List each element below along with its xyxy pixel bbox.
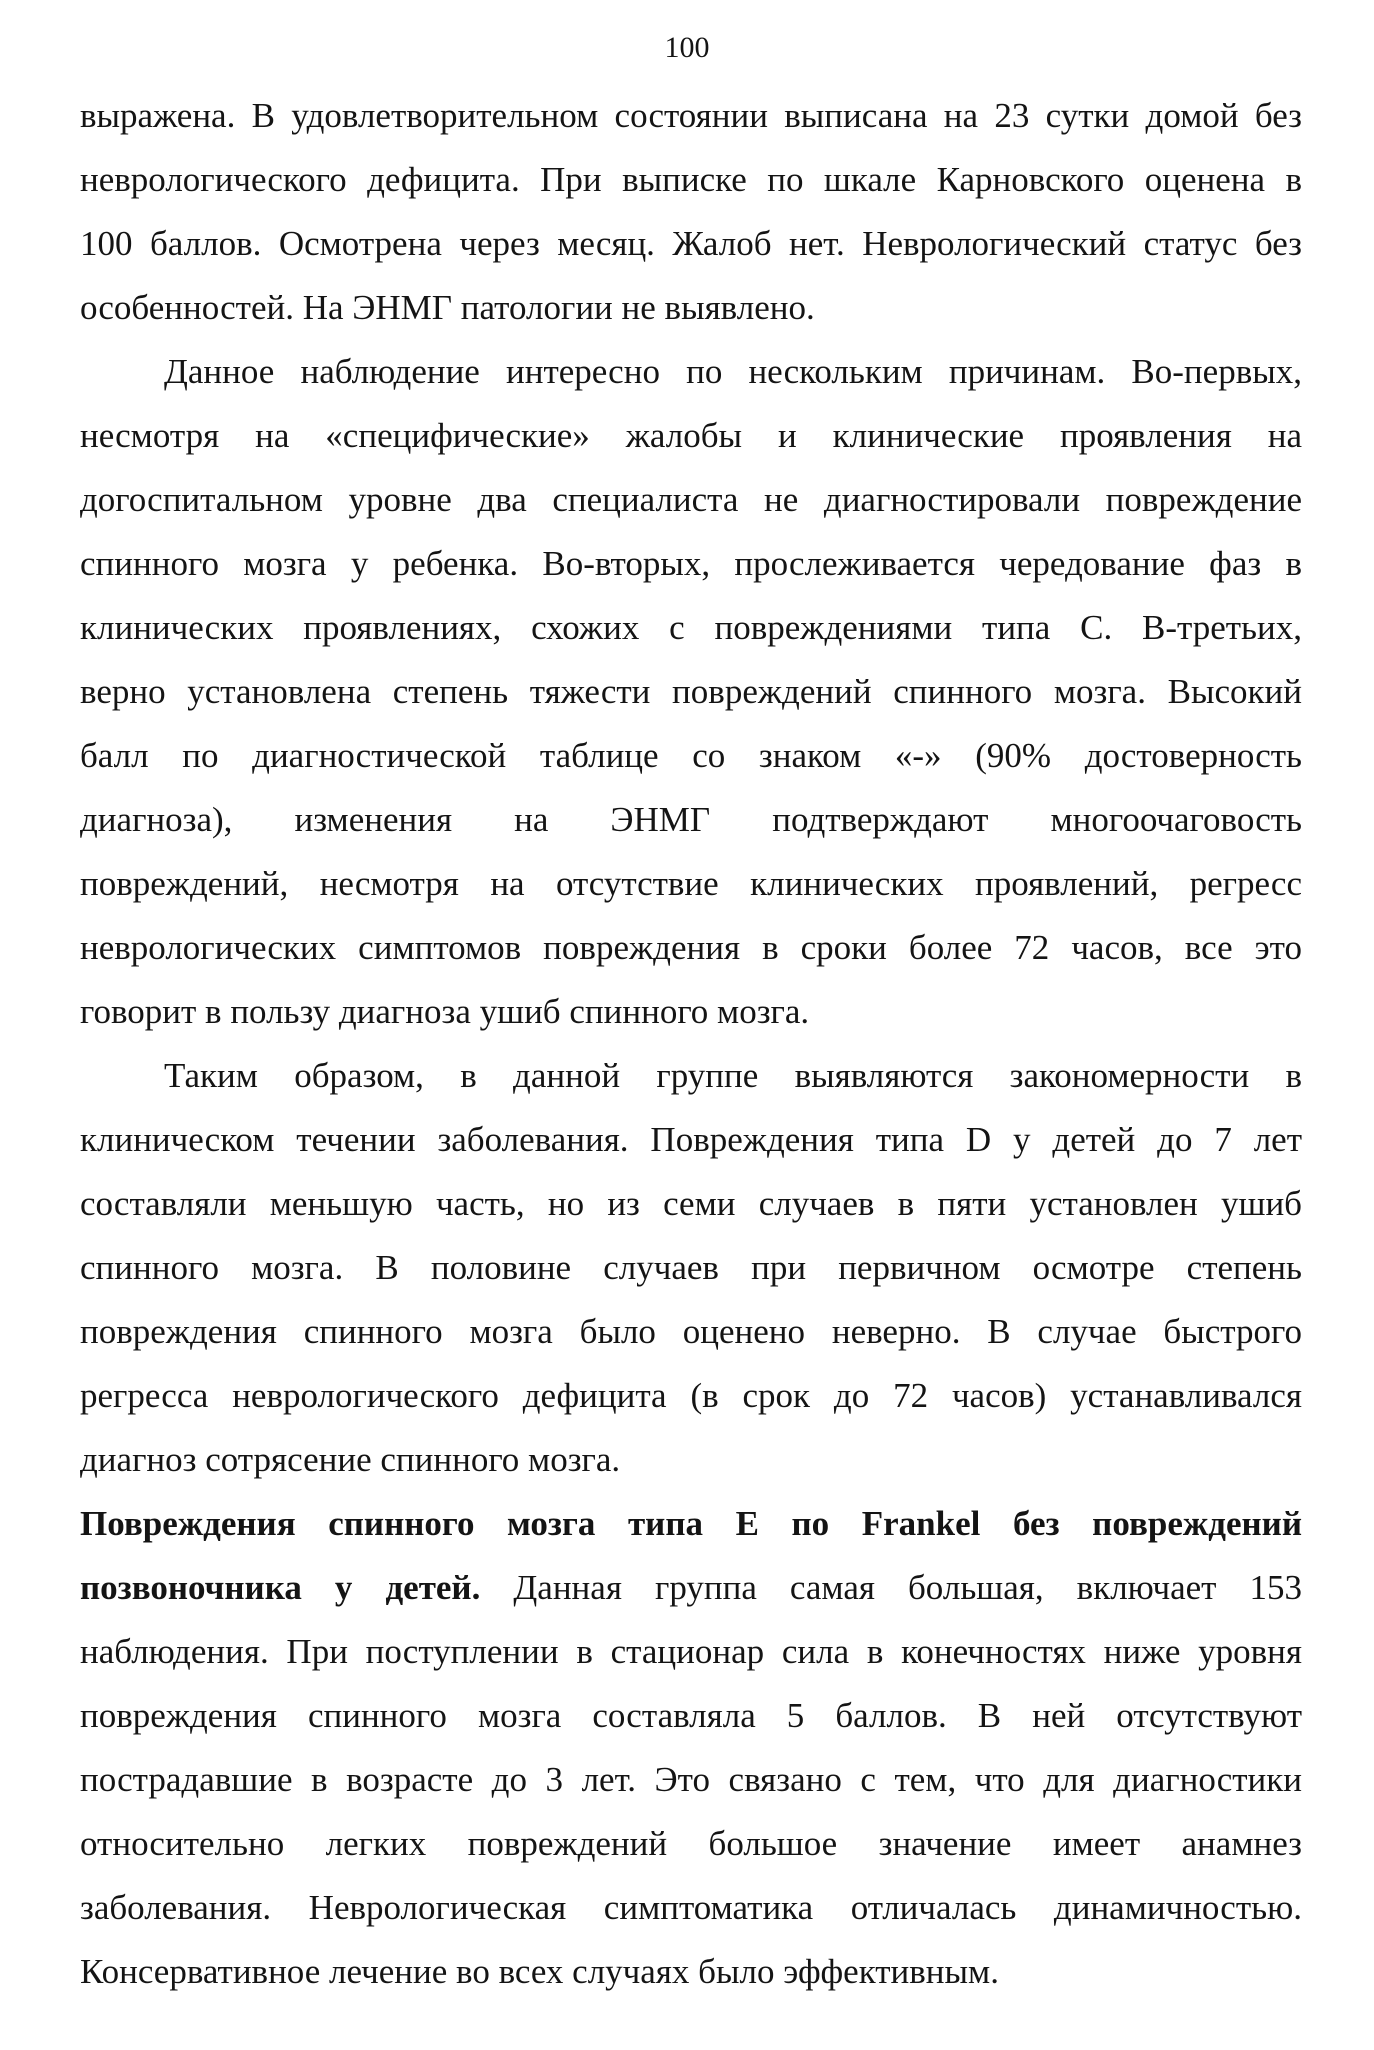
page-number: 100	[664, 31, 710, 64]
text-line: догоспитальном уровне два специалиста не диагностировали повреждение	[80, 480, 1302, 519]
text-line: несмотря на «специфические» жалобы и клинические проявления на	[80, 416, 1302, 455]
text-line: повреждения спинного мозга было оценено неверно. В случае быстрого	[80, 1312, 1302, 1351]
text-line: составляли меньшую часть, но из семи случаев в пяти установлен ушиб	[80, 1184, 1302, 1223]
text-line: повреждения спинного мозга составляла 5 баллов. В ней отсутствуют	[80, 1696, 1302, 1735]
text-line: Данное наблюдение интересно по нескольким причинам. Во-первых,	[164, 352, 1302, 391]
text-line: спинного мозга у ребенка. Во-вторых, прослеживается чередование фаз в	[80, 544, 1302, 583]
text-line: заболевания. Неврологическая симптоматика отличалась динамичностью.	[80, 1888, 1302, 1927]
text-line: клинических проявлениях, схожих с повреждениями типа С. В-третьих,	[80, 608, 1302, 647]
text-line: 100 баллов. Осмотрена через месяц. Жалоб нет. Неврологический статус без	[80, 224, 1302, 263]
text-line: пострадавшие в возрасте до 3 лет. Это связано с тем, что для диагностики	[80, 1760, 1302, 1799]
text-line: говорит в пользу диагноза ушиб спинного мозга.	[80, 992, 810, 1031]
text-line: Таким образом, в данной группе выявляются закономерности в	[164, 1056, 1302, 1095]
text-line: выражена. В удовлетворительном состоянии выписана на 23 сутки домой без	[80, 96, 1302, 135]
text-line: регресса неврологического дефицита (в срок до 72 часов) устанавливался	[80, 1376, 1302, 1415]
text-line: особенностей. На ЭНМГ патологии не выявлено.	[80, 288, 815, 327]
section-heading-line: Повреждения спинного мозга типа Е по Frankel без повреждений	[80, 1504, 1302, 1543]
text-line: диагноз сотрясение спинного мозга.	[80, 1440, 621, 1479]
text-line: Консервативное лечение во всех случаях было эффективным.	[80, 1952, 999, 1991]
text-line: повреждений, несмотря на отсутствие клинических проявлений, регресс	[80, 864, 1302, 903]
text-line: верно установлена степень тяжести повреждений спинного мозга. Высокий	[80, 672, 1302, 711]
text-line: неврологических симптомов повреждения в сроки более 72 часов, все это	[80, 928, 1302, 967]
text-line: балл по диагностической таблице со знаком «-» (90% достоверность	[80, 736, 1302, 775]
text-line: клиническом течении заболевания. Повреждения типа D у детей до 7 лет	[80, 1120, 1302, 1159]
text-line: относительно легких повреждений большое значение имеет анамнез	[80, 1824, 1302, 1863]
text-line: наблюдения. При поступлении в стационар сила в конечностях ниже уровня	[80, 1632, 1302, 1671]
text-line	[80, 1556, 1302, 1620]
text-line: диагноза), изменения на ЭНМГ подтверждают многоочаговость	[80, 800, 1302, 839]
text-line: неврологического дефицита. При выписке по шкале Карновского оценена в	[80, 160, 1302, 199]
section-heading-end: позвоночника у детей.	[80, 1568, 481, 1607]
text-line-continuation: Данная группа самая большая, включает 153	[480, 1568, 1302, 1607]
body-text	[80, 84, 1302, 2004]
text-line: спинного мозга. В половине случаев при первичном осмотре степень	[80, 1248, 1302, 1287]
